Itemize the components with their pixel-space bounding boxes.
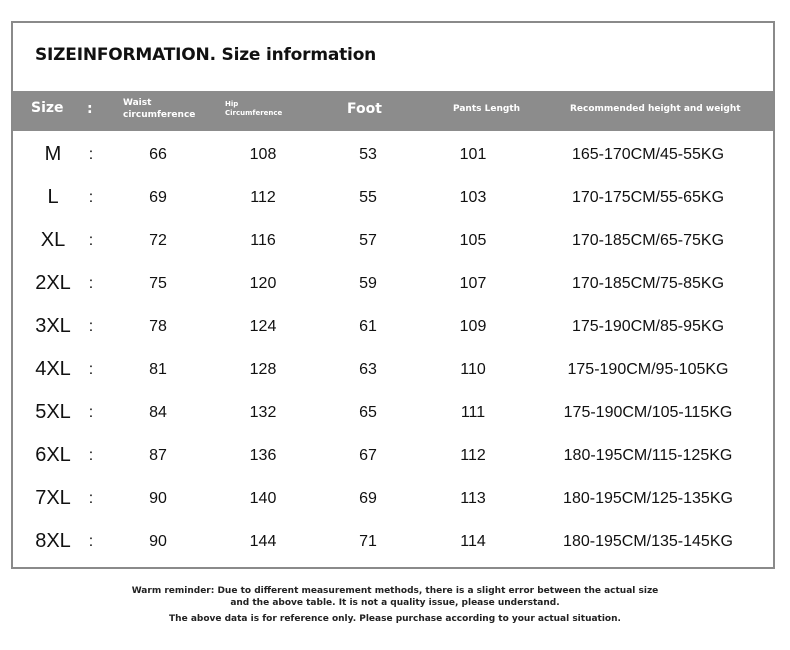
row-pants-length: 107 [459,275,487,292]
row-waist: 87 [149,447,167,464]
header-hip [225,100,282,118]
header-hip-line2: Circumference [225,109,283,117]
row-foot: 67 [359,447,377,464]
row-colon: : [88,533,94,550]
row-recommended: 175-190CM/85-95KG [571,318,725,335]
row-waist: 84 [149,404,167,421]
row-foot: 55 [359,189,377,206]
row-recommended: 175-190CM/95-105KG [567,361,729,378]
row-pants-length: 105 [459,232,487,249]
row-hip: 136 [249,447,277,464]
table-row [13,434,773,477]
header-recommended: Recommended height and weight [570,104,741,114]
note-line-3: The above data is for reference only. Please purchase according to your actual situation. [169,614,621,624]
row-size: 8XL [35,530,71,552]
row-hip: 128 [249,361,277,378]
note-line-1: Warm reminder: Due to different measurement methods, there is a slight error between the actual size [131,586,659,596]
row-waist: 69 [149,189,167,206]
table-header [13,91,773,131]
row-waist: 78 [149,318,167,335]
row-hip: 124 [249,318,277,335]
row-waist: 75 [149,275,167,292]
table-row [13,262,773,305]
row-pants-length: 110 [460,361,486,378]
row-pants-length: 101 [459,146,487,163]
row-colon: : [88,275,94,292]
table-row [13,133,773,176]
header-colon: : [87,101,93,117]
header-hip-line1: Hip [225,100,239,108]
header-pants-length: Pants Length [453,104,521,114]
row-recommended: 180-195CM/115-125KG [563,447,733,464]
row-waist: 90 [149,490,167,507]
row-waist: 66 [149,146,167,163]
header-foot: Foot [347,101,382,117]
table-row [13,219,773,262]
row-colon: : [88,318,94,335]
row-size: 6XL [35,444,71,466]
row-waist: 81 [149,361,167,378]
row-foot: 61 [359,318,377,335]
table-row [13,176,773,219]
row-size: 2XL [35,272,71,294]
row-foot: 71 [359,533,377,550]
header-waist [123,97,195,121]
row-hip: 108 [249,146,277,163]
row-colon: : [88,447,94,464]
row-recommended: 165-170CM/45-55KG [571,146,725,163]
row-hip: 116 [250,232,276,249]
table-row [13,391,773,434]
row-recommended: 170-185CM/65-75KG [571,232,725,249]
row-size: 3XL [35,315,71,337]
row-pants-length: 103 [459,189,487,206]
row-hip: 144 [249,533,277,550]
row-colon: : [88,189,94,206]
row-foot: 63 [359,361,377,378]
table-row [13,520,773,563]
row-colon: : [88,232,94,249]
row-pants-length: 111 [460,404,486,421]
row-recommended: 180-195CM/135-145KG [563,533,733,550]
row-pants-length: 114 [460,533,486,550]
row-colon: : [88,361,94,378]
row-hip: 120 [249,275,277,292]
table-row [13,477,773,520]
row-colon: : [88,490,94,507]
row-pants-length: 112 [460,447,486,464]
page-title: SIZEINFORMATION. Size information [35,45,377,65]
row-colon: : [88,146,94,163]
row-recommended: 175-190CM/105-115KG [563,404,733,421]
row-hip: 132 [249,404,277,421]
row-size: XL [40,229,66,251]
row-pants-length: 109 [459,318,487,335]
row-size: 7XL [35,487,71,509]
note-line-2: and the above table. It is not a quality issue, please understand. [230,598,560,608]
row-foot: 69 [359,490,377,507]
row-colon: : [88,404,94,421]
header-size: Size [31,100,64,116]
row-hip: 112 [250,189,276,206]
row-recommended: 180-195CM/125-135KG [563,490,733,507]
row-foot: 65 [359,404,377,421]
row-recommended: 170-175CM/55-65KG [571,189,725,206]
row-size: 5XL [35,401,71,423]
row-foot: 59 [359,275,377,292]
row-waist: 72 [149,232,167,249]
table-row [13,348,773,391]
row-size: M [44,143,62,165]
row-hip: 140 [249,490,277,507]
row-foot: 57 [359,232,377,249]
size-chart-frame [11,21,775,569]
row-waist: 90 [149,533,167,550]
row-foot: 53 [359,146,377,163]
header-waist-line1: Waist [123,98,152,108]
header-waist-line2: circumference [123,110,196,120]
row-size: L [47,186,59,208]
row-size: 4XL [35,358,71,380]
table-row [13,305,773,348]
row-pants-length: 113 [460,490,486,507]
row-recommended: 170-185CM/75-85KG [571,275,725,292]
